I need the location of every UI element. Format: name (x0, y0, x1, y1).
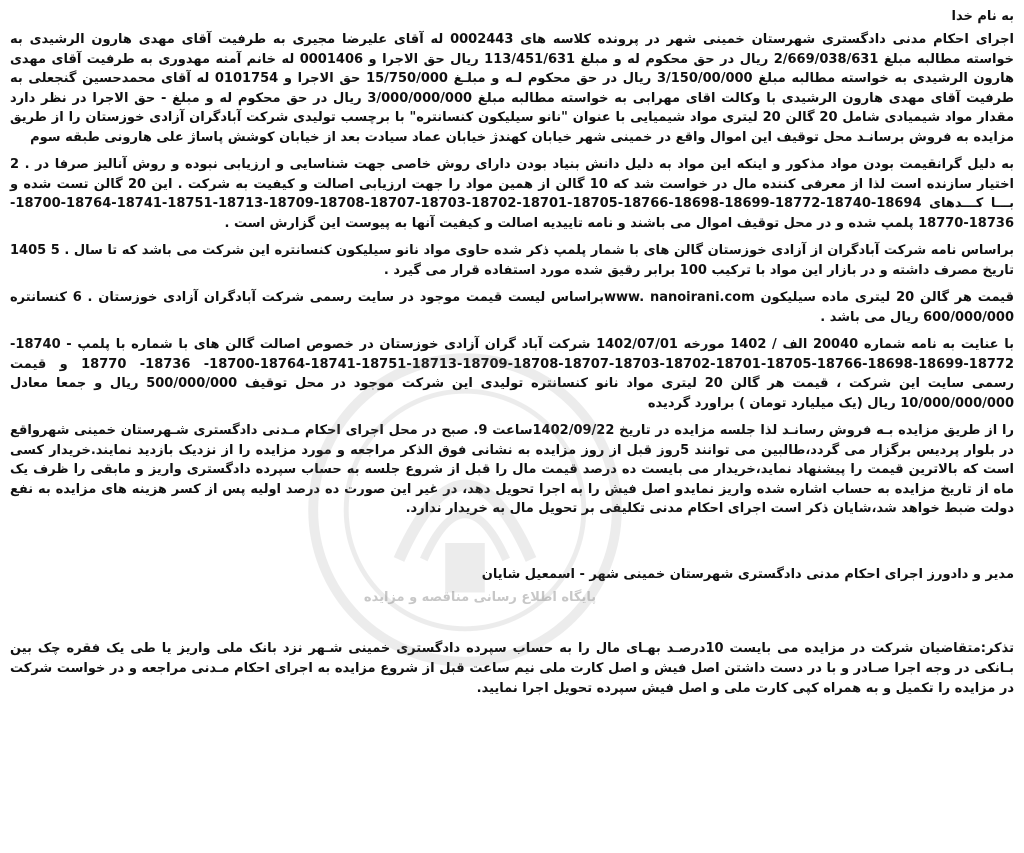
document-heading: به نام خدا (951, 9, 1014, 24)
paragraph-assessment: به دلیل گرانقیمت بودن مواد مذکور و اینکه این مواد به دلیل دانش بنیاد بودن دارای روش خاصی جهت شناسایی و ارزیابی نبوده و روش آنالیز صرفا در . 2 اختیار سازنده است لذا از معرفی کننده مال در خواست شد که 10 گالن از همین مواد را جهت ارزیابی اصالت و کیفیت به شرکت . این 20 گالن تست شده و بـــا کـــدهای 18694-18740-18772-18699-18698-18766-18705-18701-18702-18703-18707-18708-18709-18713-18751-18741-18764-18700-18736-18770 پلمپ شده و در محل توقیف اموال می باشند و نامه تاییدیه اصالت و کیفیت آنها به پیوست این گزارش است . (10, 157, 1014, 231)
signature-line: مدیر و دادورز اجرای احکام مدنی دادگستری شهرستان خمینی شهر - اسمعیل شایان (481, 566, 1014, 582)
paragraph-unit-price: قیمت هر گالن 20 لیتری ماده سیلیکون www. nanoirani.comبراساس لیست قیمت موجود در سایت رسمی شرکت آبادگران آزادی خوزستان . 6 کنسانتره 600/000/000 ریال می باشد . (10, 290, 1014, 325)
paragraph-auction-terms: را از طریق مزایده بـه فروش رسانـد لذا جلسه مزایده در تاریخ 1402/09/22ساعت 9. صبح در محل اجرای احکام مـدنی دادگستری شـهرستان خمینی شهرواقع در بلوار پردیس برگزار می گردد،طالبین می توانند 5روز قبل از روز مزایده به نشانی فوق الذکر مراجعه و مورد مزایده را از نزدیک بازدید نمایند.خریدار کسی است که بالاترین قیمت را پیشنهاد نماید،خریدار می بایست ده درصد قیمت مال را قبل از شروع جلسه به حساب سپرده دادگستری واریز و مابقی را ظرف یک ماه از تاریخ مزایده به حساب اشاره شده واریز نمایدو اصل فیش را به اجرا تحویل دهد، در غیر این صورت ده درصد اولیه پس از کسر هزینه های مزایده به نفع دولت ضبط خواهد شد،شایان ذکر است اجرای احکام مدنی تکلیفی بر تحویل مال به خریدار ندارد. (10, 423, 1014, 516)
paragraph-case-summary: اجرای احکام مدنی دادگستری شهرستان خمینی شهر در پرونده کلاسه های 0002443 له آقای علیرضا مجیری به طرفیت آقای مهدی هارون الرشیدی به خواسته مطالبه مبلغ 2/669/038/631 ریال در حق محکوم له و مبلغ 113/451/631 ریال حق الاجرا و 0001406 له خانم آمنه مهدوری به طرفیت آقای مهدی هارون الرشیدی به خواسته مطالبه مبلغ 3/150/00/000 ریال در حق محکوم لـه و مبلـغ 15/750/000 حق الاجرا و 0101754 له آقای محمدحسین گنجعلی به طرفیت آقای مهدی هارون الرشیدی با وکالت اقای مهرابی به خواسته مطالبه مبلغ 3/000/000/000 ریال در حق محکوم له و مبلغ - حق الاجرا در نظر دارد مقدار مواد شیمیادی شامل 20 گالن 20 لیتری مواد شیمیایی با عنوان "نانو سیلیکون کنسانتره" با برچسب تولیدی شرکت آبادگران آزادی خوزستان را از طریق مزایده به فروش برسانـد محل توقیف این اموال واقع در خمینی شهر خیابان کهندژ خیابان عماد سیادت بعد از خیابان کوشش پاساژ علی هارونی طبقه سوم (10, 32, 1015, 145)
paragraph-valuation: با عنایت به نامه شماره 20040 الف / 1402 مورخه 1402/07/01 شرکت آباد گران آزادی خوزستان در خصوص اصالت گالن های با شماره با پلمپ - 18740-18772-18699-18698-18766-18705-18701-18702-18703-18707-18708-18709-18713-18751-18741-18764-18700- 18736- 18770 و قیمت رسمی سایت این شرکت ، قیمت هر گالن 20 لیتری مواد نانو کنسانتره تولیدی این شرکت موجود در محل توقیف 500/000/000 ریال و جمعا معادل 10/000/000/000 ریال (یک میلیارد تومان ) براورد گردیده (10, 337, 1015, 411)
participation-note: تذکر:متقاضیان شرکت در مزایده می بایست 10درصـد بهـای مال را به حساب سپرده دادگستری خمینی شـهر نزد بانک ملی واریز یا طی یک فقره چک بین بـانکی در وجه اجرا صـادر و با در دست داشتن اصل فیش و اصل کارت ملی نیم ساعت قبل از شروع مزایده به اجرای احکام مـدنی مراجعه و در خواست شرکت در مزایده را تکمیل و به همراه کپی کارت ملی و اصل فیش سپرده تحویل اجرا نمایید. (10, 640, 1015, 696)
paragraph-manufacturer-letter: براساس نامه شرکت آبادگران از آزادی خوزستان گالن های با شمار پلمپ ذکر شده حاوی مواد نانو سیلیکون کنسانتره این شرکت می باشد که تا سال . 5 1405 تاریخ مصرف داشته و در بازار این مواد با ترکیب 100 برابر رقیق شده مورد استفاده قرار می گیرد . (10, 243, 1014, 278)
watermark-caption: پایگاه اطلاع رسانی مناقصه و مزایده (363, 590, 597, 605)
